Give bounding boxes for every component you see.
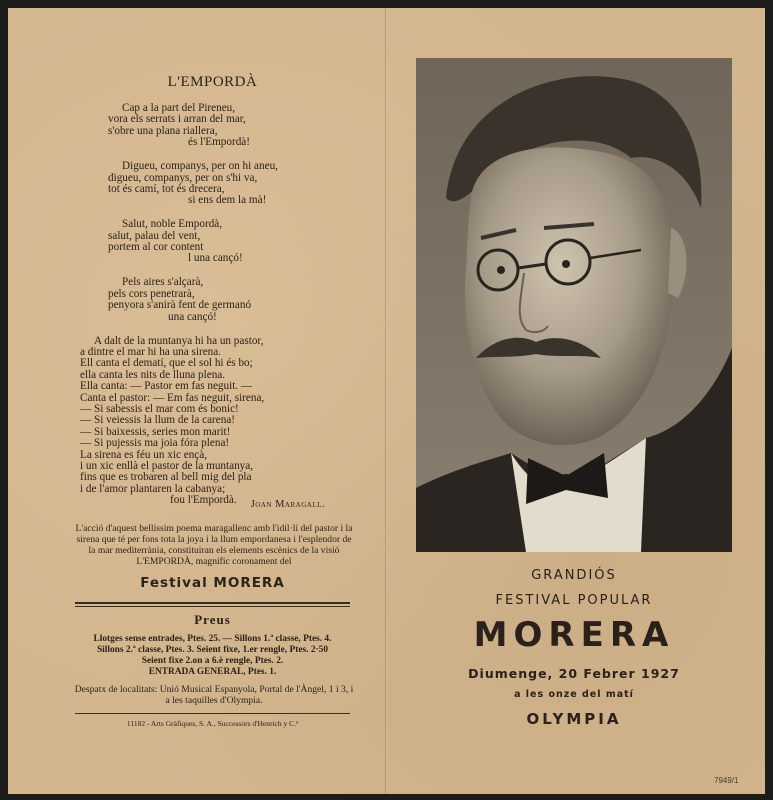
- poster-date: Diumenge, 20 Febrer 1927: [468, 666, 680, 681]
- poem-line: tot és camí, tot és drecera,: [108, 182, 225, 195]
- poem-line: vora els serrats i arran del mar,: [108, 113, 246, 126]
- poem-line: — Si veiessis la llum de la carena!: [80, 414, 236, 427]
- intro-paragraph: L'acció d'aquest bellíssim poema maragallenc amb l'idil·li del pastor i la sirena que té per fons tota la joya i la llum empordanesa i l'esplendor de la mar mediterrània, constituiran els elements escènics de la visió L'EMPORDÀ, magnífic coronament del: [75, 523, 353, 567]
- poem-line: — Si sabessis el mar com és bonic!: [80, 402, 239, 415]
- portrait-image: [416, 58, 732, 552]
- poster-line1: GRANDIÓS: [531, 568, 617, 583]
- poem-line: si ens dem la mà!: [188, 194, 267, 207]
- poem-line: s'obre una plana riallera,: [108, 124, 218, 137]
- poster-name: MORERA: [473, 615, 675, 655]
- poem-line: Pels aires s'alçarà,: [122, 276, 204, 289]
- stanza-5: [60, 336, 365, 507]
- price-line: Llotges sense entrades, Ptes. 25. — Sillons 1.ª classe, Ptes. 4.: [93, 634, 332, 644]
- divider-rule: [75, 713, 350, 714]
- divider-rule: [75, 602, 350, 604]
- poem-line: Cap a la part del Pireneu,: [122, 102, 236, 114]
- poem-line: fins que es trobaren al bell mig del pla: [80, 471, 252, 484]
- prices-title: Preus: [194, 612, 231, 627]
- poem-line: una cançó!: [168, 310, 217, 323]
- stanza-1: [60, 103, 365, 149]
- poem-line: Ell canta el dematí, que el sol hi és bo;: [80, 357, 253, 370]
- poem-line: l una cançó!: [188, 252, 243, 265]
- poem-line: La sirena es féu un xic ençà,: [80, 448, 208, 461]
- poem-author: Joan Maragall.: [250, 499, 325, 510]
- price-line: Seient fixe 2.on a 6.è rengle, Ptes. 2.: [141, 656, 284, 666]
- price-line: Sillons 2.ª classe, Ptes. 3. Seient fixe, 1.er rengle, Ptes. 2·50: [96, 645, 329, 655]
- poem-line: — Si baixessis, series mon marit!: [80, 425, 231, 438]
- poem-line: — Si pujessis ma joia fóra plena!: [80, 437, 230, 450]
- festival-label: Festival MORERA: [140, 575, 285, 591]
- printer-credit: 11182 - Arts Gràfiques, S. A., Successors d'Henrich y C.ª: [126, 719, 299, 728]
- poem-line: salut, palau del vent,: [108, 229, 201, 242]
- poem-line: portem al cor content: [108, 241, 204, 254]
- center-fold: [385, 8, 387, 794]
- poem-line: Digueu, companys, per on hi aneu,: [122, 160, 278, 173]
- poem-line: digueu, companys, per on s'hi va,: [108, 171, 258, 184]
- poem-line: Canta el pastor: — Em fas neguit, sirena,: [80, 391, 265, 404]
- poem-line: fou l'Empordà.: [170, 494, 237, 507]
- poster-venue: OLYMPIA: [526, 710, 622, 728]
- poem-title: L'EMPORDÀ: [167, 74, 258, 90]
- poem-line: i de l'amor plantaren la cabanya;: [80, 482, 226, 495]
- price-line: ENTRADA GENERAL, Ptes. 1.: [148, 667, 277, 677]
- poem-line: pels cors penetrarà,: [108, 287, 195, 300]
- divider-rule: [75, 606, 350, 607]
- poster-time: a les onze del matí: [514, 689, 634, 700]
- stanza-2: [60, 161, 365, 207]
- stanza-3: [60, 219, 365, 265]
- prices-list: [60, 634, 365, 678]
- poster-line2: FESTIVAL POPULAR: [495, 593, 653, 608]
- archive-note: 7949/1: [714, 776, 739, 785]
- ticket-office-note: Despatx de localitats: Unió Musical Espanyola, Portal de l'Àngel, 1 i 3, i a les taquilles d'Olympia.: [74, 684, 354, 706]
- poem-line: Salut, noble Empordà,: [122, 218, 223, 231]
- stanza-4: [60, 277, 365, 323]
- poem-line: és l'Empordà!: [188, 136, 250, 149]
- poem-line: i un xic enllà el pastor de la muntanya,: [80, 459, 254, 472]
- poem-line: penyora s'anirà fent de germanó: [108, 299, 252, 312]
- poem-line: a dintre el mar hi ha una sirena.: [80, 345, 222, 358]
- poem-line: A dalt de la muntanya hi ha un pastor,: [94, 334, 264, 347]
- portrait-photo: [416, 58, 732, 552]
- poem-line: Ella canta: — Pastor em fas neguit. —: [80, 380, 253, 393]
- poem-body: [60, 103, 365, 519]
- left-panel: [60, 60, 365, 760]
- poem-line: ella canta les nits de lluna plena.: [80, 368, 226, 381]
